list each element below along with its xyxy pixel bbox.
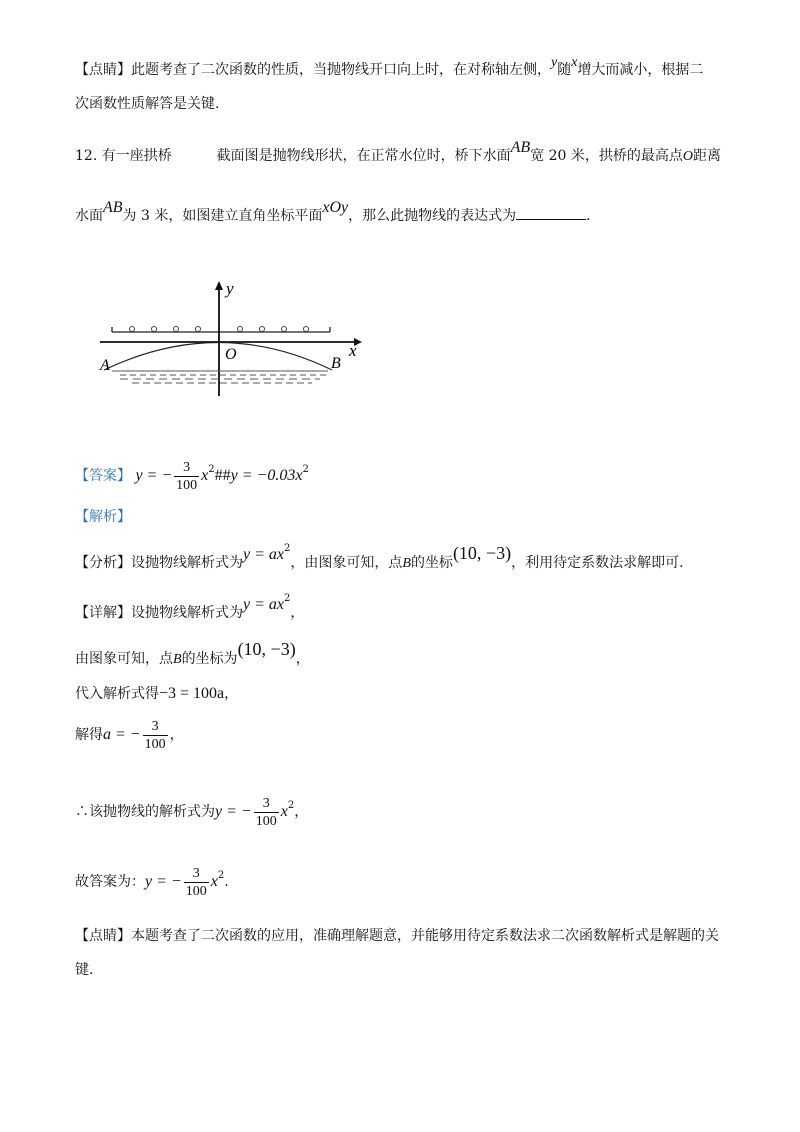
- answer-tag: 【答案】: [75, 468, 131, 484]
- dianjing2-line-2: 键.: [75, 962, 94, 978]
- dianjing2-line-1: 【点睛】本题考查了二次函数的应用，准确理解题意，并能够用待定系数法求二次函数解析式是解题的关: [75, 928, 719, 944]
- fraction: $\frac{3}{100}$: [255, 795, 277, 829]
- label-B: B: [331, 355, 341, 372]
- label-y: y: [226, 279, 234, 298]
- water-surface: [112, 371, 328, 383]
- question-text: 水面: [75, 208, 103, 224]
- question-text: 为 3 米，如图建立直角坐标平面: [122, 208, 323, 224]
- question-text: 距离: [693, 148, 722, 164]
- dianjing-line-1: [75, 55, 704, 81]
- question-text: ，那么此抛物线的表达式为: [348, 208, 517, 224]
- var-AB: AB: [103, 199, 123, 216]
- fenxi-tag: 【分析】: [75, 555, 131, 571]
- var-x: x: [571, 55, 578, 70]
- dianjing-text: 次函数性质解答是关键.: [75, 96, 220, 112]
- parabola-arch: [104, 343, 332, 371]
- label-O: O: [225, 346, 237, 363]
- var-xOy: xOy: [322, 199, 349, 216]
- dianjing-line-2: [75, 94, 219, 114]
- question-text: 有一座拱桥: [101, 148, 172, 164]
- var-AB: AB: [510, 139, 531, 156]
- dianjing-text: 增大而减小，根据二: [577, 62, 704, 78]
- answer-eq: y = −: [135, 467, 173, 484]
- dianjing-tag: 【点睛】: [75, 62, 131, 78]
- xiangjie-tag: 【详解】: [75, 605, 131, 621]
- dianjing-tag: 【点睛】: [75, 928, 131, 944]
- bridge-figure: [92, 278, 367, 418]
- xiangjie-line-2: 由图象可知，点B的坐标为(10, −3)，: [75, 639, 310, 667]
- var-y: y: [551, 55, 558, 70]
- label-A: A: [100, 357, 110, 374]
- fraction: $\frac{3}{100}$: [144, 718, 166, 752]
- answer-fraction: $\frac{3}{100}$: [176, 459, 198, 493]
- question-text: 截面图是抛物线形状，在正常水位时，桥下水面: [216, 148, 511, 164]
- question-text: .: [586, 208, 591, 224]
- xiangjie-line-5: ∴该抛物线的解析式为y = − $\frac{3}{100}$ $x^2$，: [75, 795, 309, 829]
- answer-blank: [516, 205, 586, 220]
- answer-alt: y = −0.03x: [230, 467, 303, 484]
- coord-B: (10, −3): [237, 639, 296, 659]
- fenxi-line: 【分析】设抛物线解析式为$y = ax^2$，由图象可知，点B的坐标(10, −3)，利用待定系数法求解即可.: [75, 543, 684, 571]
- label-x: x: [349, 341, 357, 360]
- var-O: O: [682, 149, 694, 164]
- question-text: 宽 20 米，拱桥的最高点: [530, 148, 683, 164]
- y-axis-arrow-icon: [215, 281, 223, 290]
- question-line-2: [75, 199, 591, 226]
- coord-B: (10, −3): [452, 543, 512, 563]
- answer-separator: ##: [214, 467, 231, 484]
- jiexi-heading: 【解析】: [75, 509, 131, 525]
- dianjing-text: 此题考查了二次函数的性质，当抛物线开口向上时，在对称轴左侧，: [131, 62, 551, 78]
- xiangjie-line-3: 代入解析式得−3 = 100a，: [75, 685, 239, 702]
- xiangjie-line-4: 解得a = − $\frac{3}{100}$ ，: [75, 718, 184, 752]
- question-number: 12.: [75, 148, 98, 164]
- question-line-1: [75, 139, 722, 167]
- xiangjie-line-1: 【详解】设抛物线解析式为$y = ax^2$，: [75, 593, 305, 621]
- xiangjie-line-6: 故答案为：y = − $\frac{3}{100}$ $x^2$.: [75, 865, 229, 899]
- answer-line: 【答案】 y = − $\frac{3}{100}$ $x^2\#\#y = -0.03x^2$: [75, 459, 309, 493]
- fraction: $\frac{3}{100}$: [185, 865, 207, 899]
- dianjing-text: 随: [557, 62, 572, 78]
